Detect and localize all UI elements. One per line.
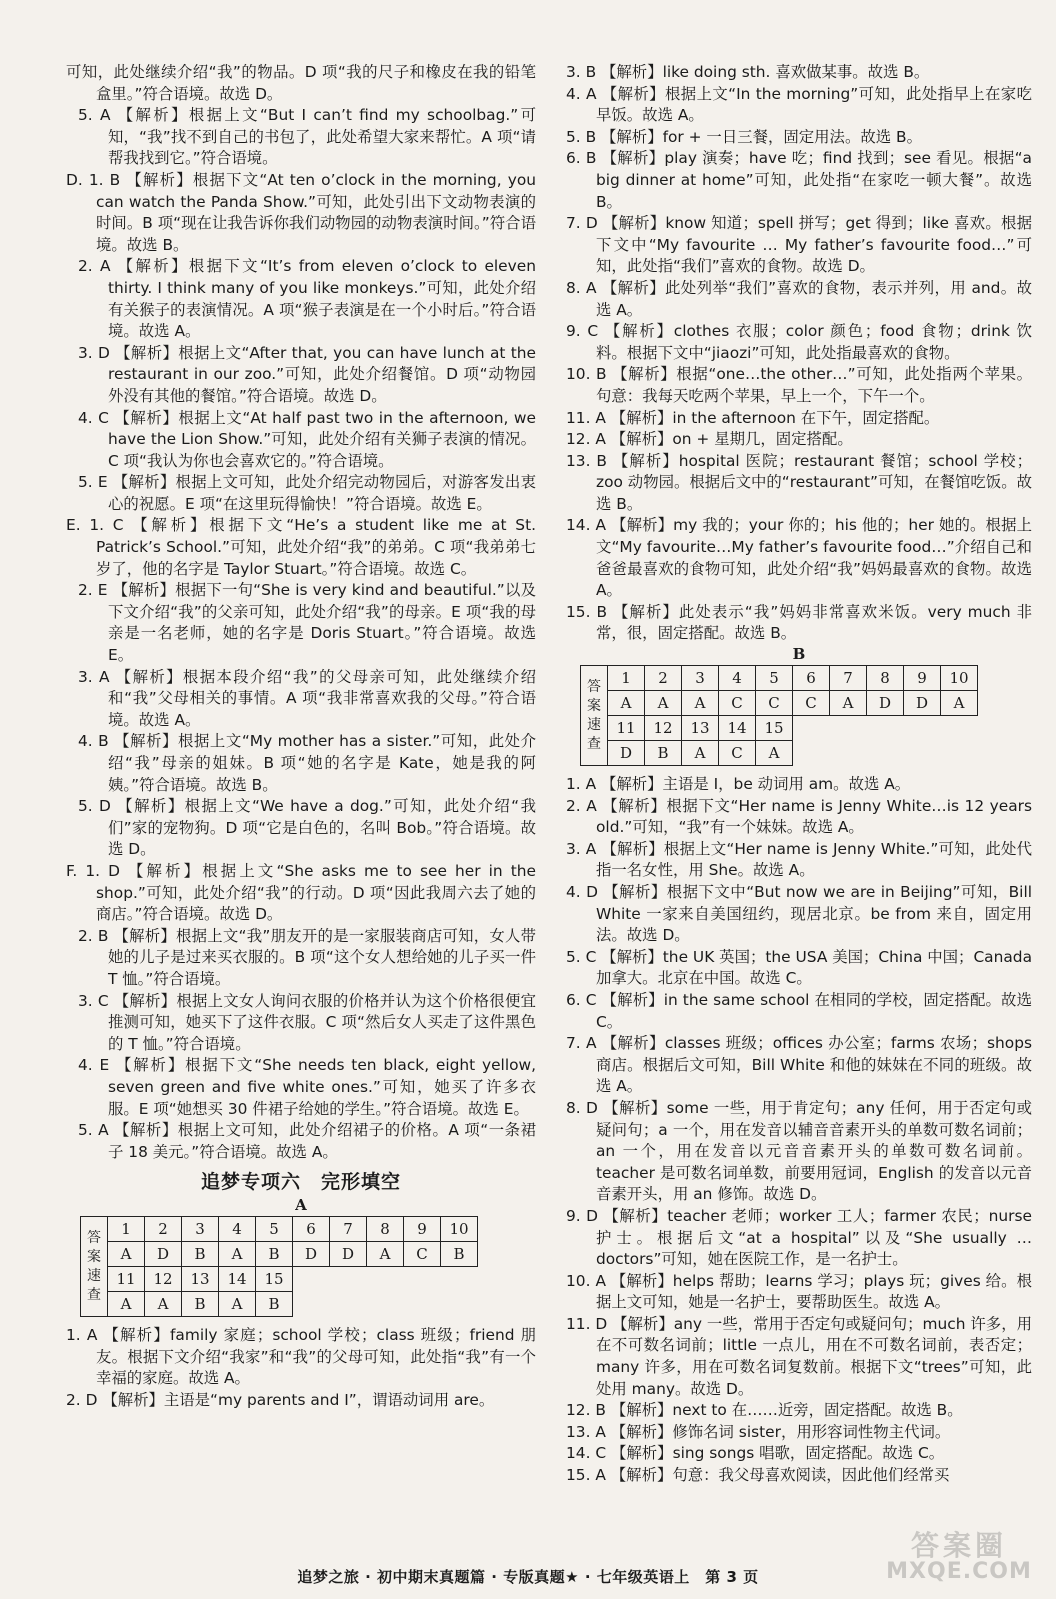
- question-number-cell: 15: [756, 716, 793, 741]
- answer-cell: D: [145, 1242, 182, 1267]
- question-number-cell: 10: [441, 1217, 478, 1242]
- empty-cell: [441, 1292, 478, 1317]
- answer-explanation: 4. D 【解析】根据下文中“But now we are in Beijing”可知，Bill White 一家来自美国纽约，现居北京。be from 来自，固定用法。故选 D。: [566, 883, 1032, 945]
- answer-explanation: 5. D 【解析】根据上文“We have a dog.”可知，此处介绍“我们”家的宠物狗。D 项“它是白色的，名叫 Bob。”符合语境。故选 D。: [78, 797, 536, 859]
- question-number-cell: 12: [145, 1267, 182, 1292]
- empty-cell: [293, 1267, 330, 1292]
- question-number-cell: 11: [108, 1267, 145, 1292]
- answer-explanation: 7. D 【解析】know 知道；spell 拼写；get 得到；like 喜欢。根据下文中“My favourite … My father’s favourite food…”可知，此处指“我们”喜欢的食物。故选 D。: [566, 214, 1032, 276]
- answer-explanation: 2. E 【解析】根据下一句“She is very kind and beautiful.”以及下文介绍“我”的父亲可知，此处介绍“我”的母亲。E 项“我的母亲是一名老师，她的名字是 Doris Stuart。”符合语境。故选 E。: [78, 581, 536, 665]
- table-a-label: A: [295, 1196, 307, 1215]
- cloze-a-explanations: [66, 1325, 536, 1411]
- question-number-cell: 2: [145, 1217, 182, 1242]
- answer-explanation: 2. B 【解析】根据上文“我”朋友开的是一家服装商店可知，女人带她的儿子是过来买衣服的。B 项“这个女人想给她的儿子买一件 T 恤。”符合语境。: [78, 926, 536, 988]
- watermark-logo-text: 答案圈: [910, 1529, 1007, 1562]
- answer-explanation: 12. B 【解析】next to 在……近旁，固定搭配。故选 B。: [566, 1401, 963, 1420]
- question-number-cell: 11: [608, 716, 645, 741]
- answer-cell: D: [608, 741, 645, 766]
- answer-cell: A: [219, 1242, 256, 1267]
- answer-cell: C: [756, 691, 793, 716]
- answer-cell: D: [293, 1242, 330, 1267]
- empty-cell: [793, 741, 830, 766]
- question-number-cell: 4: [219, 1217, 256, 1242]
- answer-explanation: 15. B 【解析】此处表示“我”妈妈非常喜欢米饭。very much 非常，很，固定搭配。故选 B。: [566, 602, 1032, 643]
- answer-cell: A: [145, 1292, 182, 1317]
- empty-cell: [404, 1292, 441, 1317]
- question-number-cell: 2: [645, 666, 682, 691]
- answer-explanation: 7. A 【解析】classes 班级；offices 办公室；farms 农场；shops 商店。根据后文可知，Bill White 和他的妹妹在不同的班级。故选 A。: [566, 1034, 1032, 1096]
- empty-cell: [941, 741, 978, 766]
- answer-cell: B: [256, 1242, 293, 1267]
- answer-explanation: 14. A 【解析】my 我的；your 你的；his 他的；her 她的。根据上文“My favourite…My father’s favourite food…”介绍自己和爸爸最喜欢的食物可知，此处介绍“我”妈妈最喜欢的食物。故选 A。: [566, 516, 1032, 600]
- answer-table-side-label: 答案速查: [81, 1217, 108, 1317]
- empty-cell: [793, 716, 830, 741]
- answer-explanation: 14. C 【解析】sing songs 唱歌，固定搭配。故选 C。: [566, 1444, 945, 1463]
- answer-explanation: 8. D 【解析】some 一些，用于肯定句；any 任何，用于否定句或疑问句；a 一个，用在发音以辅音音素开头的单数可数名词前；an 一个，用在发音以元音音素开头的单数可数名词前。teacher 是可数名词单数，前要用冠词，English 的发音以元音音素开头，用 an 修饰。故选 D。: [566, 1098, 1032, 1204]
- answer-explanation: 可知，此处继续介绍“我”的物品。D 项“我的尺子和橡皮在我的铅笔盒里。”符合语境。故选 D。: [66, 63, 536, 103]
- answer-explanation: 5. E 【解析】根据上文可知，此处介绍完动物园后，对游客发出衷心的祝愿。E 项“在这里玩得愉快！”符合语境。故选 E。: [78, 473, 536, 513]
- answer-explanation: 6. B 【解析】play 演奏；have 吃；find 找到；see 看见。根据“a big dinner at home”可知，此处指“在家吃一顿大餐”。故选 B。: [566, 149, 1032, 211]
- answer-cell: A: [108, 1242, 145, 1267]
- answer-cell: A: [108, 1292, 145, 1317]
- answer-explanation: 5. A 【解析】根据上文“But I can’t find my schoolbag.”可知，“我”找不到自己的书包了，此处希望大家来帮忙。A 项“请帮我找到它。”符合语境。: [78, 106, 536, 168]
- question-number-cell: 14: [719, 716, 756, 741]
- question-number-cell: 1: [608, 666, 645, 691]
- answer-explanation: 9. D 【解析】teacher 老师；worker 工人；farmer 农民；nurse 护士。根据后文“at a hospital”以及“She usually …doctors”可知，她在医院工作，是一名护士。: [566, 1206, 1032, 1269]
- question-number-cell: 12: [645, 716, 682, 741]
- answer-cell: A: [682, 691, 719, 716]
- answer-cell: D: [867, 691, 904, 716]
- question-number-cell: 5: [256, 1217, 293, 1242]
- cloze-a-explanations-cont: [566, 62, 1032, 645]
- answer-explanation: 2. A 【解析】根据下文“Her name is Jenny White…is 12 years old.”可知，“我”有一个妹妹。故选 A。: [566, 796, 1032, 837]
- answer-cell: C: [404, 1242, 441, 1267]
- question-number-cell: 8: [367, 1217, 404, 1242]
- answer-explanation: 4. A 【解析】根据上文“In the morning”可知，此处指早上在家吃早饭。故选 A。: [566, 84, 1032, 125]
- answer-explanation: 13. A 【解析】修饰名词 sister，用形容词性物主代词。: [566, 1422, 951, 1441]
- answer-explanation: 2. D 【解析】主语是“my parents and I”，谓语动词用 are。: [66, 1391, 495, 1410]
- answer-cell: A: [219, 1292, 256, 1317]
- answer-table-a: [80, 1216, 478, 1317]
- answer-explanation: 11. A 【解析】in the afternoon 在下午，固定搭配。: [566, 408, 940, 427]
- answer-explanation: 5. A 【解析】根据上文可知，此处介绍裙子的价格。A 项“一条裙子 18 美元。”符合语境。故选 A。: [78, 1121, 536, 1161]
- answer-cell: C: [793, 691, 830, 716]
- answer-explanation: 1. A 【解析】family 家庭；school 学校；class 班级；friend 朋友。根据下文介绍“我家”和“我”的父母可知，此处指“我”有一个幸福的家庭。故选 A。: [66, 1326, 536, 1388]
- page-footer: 追梦之旅 · 初中期末真题篇 · 专版真题★ · 七年级英语上 第 3 页: [297, 1568, 759, 1586]
- question-number-cell: 1: [108, 1217, 145, 1242]
- question-number-cell: 4: [719, 666, 756, 691]
- question-number-cell: 13: [182, 1267, 219, 1292]
- answer-cell: A: [682, 741, 719, 766]
- empty-cell: [441, 1267, 478, 1292]
- answer-explanation: 10. B 【解析】根据“one…the other…”可知，此处指两个苹果。句意：我每天吃两个苹果，早上一个，下午一个。: [566, 365, 1032, 405]
- answer-cell: D: [330, 1242, 367, 1267]
- answer-explanation: 12. A 【解析】on + 星期几，固定搭配。: [566, 430, 853, 449]
- question-number-cell: 6: [293, 1217, 330, 1242]
- right-column: [566, 62, 1032, 1487]
- answer-explanation: 3. A 【解析】根据本段介绍“我”的父母亲可知，此处继续介绍和“我”父母相关的事情。A 项“我非常喜欢我的父母。”符合语境。故选 A。: [78, 667, 536, 729]
- cloze-b-explanations: [566, 774, 1032, 1487]
- answer-cell: A: [941, 691, 978, 716]
- empty-cell: [867, 741, 904, 766]
- answer-explanation: 3. B 【解析】like doing sth. 喜欢做某事。故选 B。: [566, 63, 930, 81]
- answer-cell: A: [830, 691, 867, 716]
- answer-cell: B: [182, 1242, 219, 1267]
- table-b-label: B: [792, 645, 806, 664]
- answer-explanation: D. 1. B 【解析】根据下文“At ten o’clock in the morning, you can watch the Panda Show.”可知，此处引出下文动物表演的时间。B 项“现在让我告诉你我们动物园的动物表演时间。”符合语境。故选 B。: [66, 170, 536, 254]
- answer-explanation: 15. A 【解析】句意：我父母喜欢阅读，因此他们经常买: [566, 1466, 950, 1485]
- question-number-cell: 3: [682, 666, 719, 691]
- empty-cell: [830, 741, 867, 766]
- empty-cell: [330, 1292, 367, 1317]
- answer-explanation: 6. C 【解析】in the same school 在相同的学校，固定搭配。故选 C。: [566, 990, 1032, 1031]
- answer-explanation: 3. D 【解析】根据上文“After that, you can have lunch at the restaurant in our zoo.”可知，此处介绍餐馆。D 项“动物园外没有其他的餐馆。”符合语境。故选 D。: [78, 343, 536, 405]
- question-number-cell: 8: [867, 666, 904, 691]
- question-number-cell: 15: [256, 1267, 293, 1292]
- answer-explanation: 5. C 【解析】the UK 英国；the USA 美国；China 中国；Canada 加拿大。北京在中国。故选 C。: [566, 947, 1033, 988]
- answer-explanation: 5. B 【解析】for + 一日三餐，固定用法。故选 B。: [566, 127, 922, 146]
- answer-cell: B: [645, 741, 682, 766]
- answer-explanation: 10. A 【解析】helps 帮助；learns 学习；plays 玩；gives 给。根据上文可知，她是一名护士，要帮助医生。故选 A。: [566, 1271, 1032, 1312]
- watermark-url: MXQE.COM: [886, 1559, 1032, 1584]
- answer-cell: B: [441, 1242, 478, 1267]
- answer-cell: C: [719, 741, 756, 766]
- question-number-cell: 5: [756, 666, 793, 691]
- section-title: 追梦专项六 完形填空: [200, 1171, 401, 1194]
- empty-cell: [904, 741, 941, 766]
- answer-cell: A: [756, 741, 793, 766]
- answer-explanation: F. 1. D 【解析】根据上文“She asks me to see her in the shop.”可知，此处介绍“我”的行动。D 项“因此我周六去了她的商店。”符合语境。故选 D。: [66, 861, 536, 924]
- answer-cell: C: [719, 691, 756, 716]
- answer-explanation: 13. B 【解析】hospital 医院；restaurant 餐馆；school 学校；zoo 动物园。根据后文中的“restaurant”可知，在餐馆吃饭。故选 B。: [566, 451, 1032, 513]
- answer-cell: A: [367, 1242, 404, 1267]
- left-answer-explanations: [66, 62, 536, 1163]
- empty-cell: [293, 1292, 330, 1317]
- question-number-cell: 9: [404, 1217, 441, 1242]
- question-number-cell: 3: [182, 1217, 219, 1242]
- left-column: [66, 62, 536, 1412]
- answer-explanation: 4. E 【解析】根据下文“She needs ten black, eight yellow, seven green and five white ones.”可知，她买了许多衣服。E 项“她想买 30 件裙子给她的学生。”符合语境。故选 E。: [78, 1056, 536, 1118]
- answer-table-side-label: 答案速查: [581, 666, 608, 766]
- question-number-cell: 6: [793, 666, 830, 691]
- empty-cell: [404, 1267, 441, 1292]
- answer-explanation: 11. D 【解析】any 一些，常用于否定句或疑问句；much 许多，用在不可数名词前；little 一点儿，用在不可数名词前，表否定；many 许多，用在可数名词复数前。根据下文“trees”可知，此处用 many。故选 D。: [566, 1314, 1032, 1398]
- question-number-cell: 7: [330, 1217, 367, 1242]
- answer-explanation: 3. A 【解析】根据上文“Her name is Jenny White.”可知，此处代指一名女性，用 She。故选 A。: [566, 839, 1032, 880]
- answer-cell: A: [645, 691, 682, 716]
- answer-table-b: [580, 665, 978, 766]
- answer-explanation: 3. C 【解析】根据上文女人询问衣服的价格并认为这个价格很便宜推测可知，她买下了这件衣服。C 项“然后女人买走了这件黑色的 T 恤。”符合语境。: [78, 991, 536, 1053]
- question-number-cell: 14: [219, 1267, 256, 1292]
- question-number-cell: 10: [941, 666, 978, 691]
- answer-cell: A: [608, 691, 645, 716]
- empty-cell: [830, 716, 867, 741]
- answer-explanation: E. 1. C 【解析】根据下文“He’s a student like me at St. Patrick’s School.”可知，此处介绍“我”的弟弟。C 项“我弟弟七岁了，他的名字是 Taylor Stuart。”符合语境。故选 C。: [66, 516, 536, 578]
- answer-cell: D: [904, 691, 941, 716]
- empty-cell: [367, 1267, 404, 1292]
- empty-cell: [941, 716, 978, 741]
- answer-explanation: 9. C 【解析】clothes 衣服；color 颜色；food 食物；drink 饮料。根据下文中“jiaozi”可知，此处指最喜欢的食物。: [566, 322, 1032, 362]
- empty-cell: [367, 1292, 404, 1317]
- empty-cell: [904, 716, 941, 741]
- question-number-cell: 7: [830, 666, 867, 691]
- answer-explanation: 1. A 【解析】主语是 I，be 动词用 am。故选 A。: [566, 775, 911, 794]
- answer-cell: B: [256, 1292, 293, 1317]
- answer-explanation: 8. A 【解析】此处列举“我们”喜欢的食物，表示并列，用 and。故选 A。: [566, 278, 1032, 319]
- question-number-cell: 13: [682, 716, 719, 741]
- answer-explanation: 2. A 【解析】根据下文“It’s from eleven o’clock to eleven thirty. I think many of you like monkeys.”可知，此处介绍有关猴子的表演情况。A 项“猴子表演是在一个小时后。”符合语境。故选 A。: [78, 257, 536, 341]
- question-number-cell: 9: [904, 666, 941, 691]
- empty-cell: [867, 716, 904, 741]
- answer-explanation: 4. B 【解析】根据上文“My mother has a sister.”可知，此处介绍“我”母亲的姐妹。B 项“她的名字是 Kate，她是我的阿姨。”符合语境。故选 B。: [78, 732, 536, 794]
- answer-cell: B: [182, 1292, 219, 1317]
- empty-cell: [330, 1267, 367, 1292]
- answer-explanation: 4. C 【解析】根据上文“At half past two in the afternoon, we have the Lion Show.”可知，此处介绍有关狮子表演的情况。C 项“我认为你也会喜欢它的。”符合语境。: [78, 408, 536, 470]
- site-watermark: [884, 1529, 1034, 1591]
